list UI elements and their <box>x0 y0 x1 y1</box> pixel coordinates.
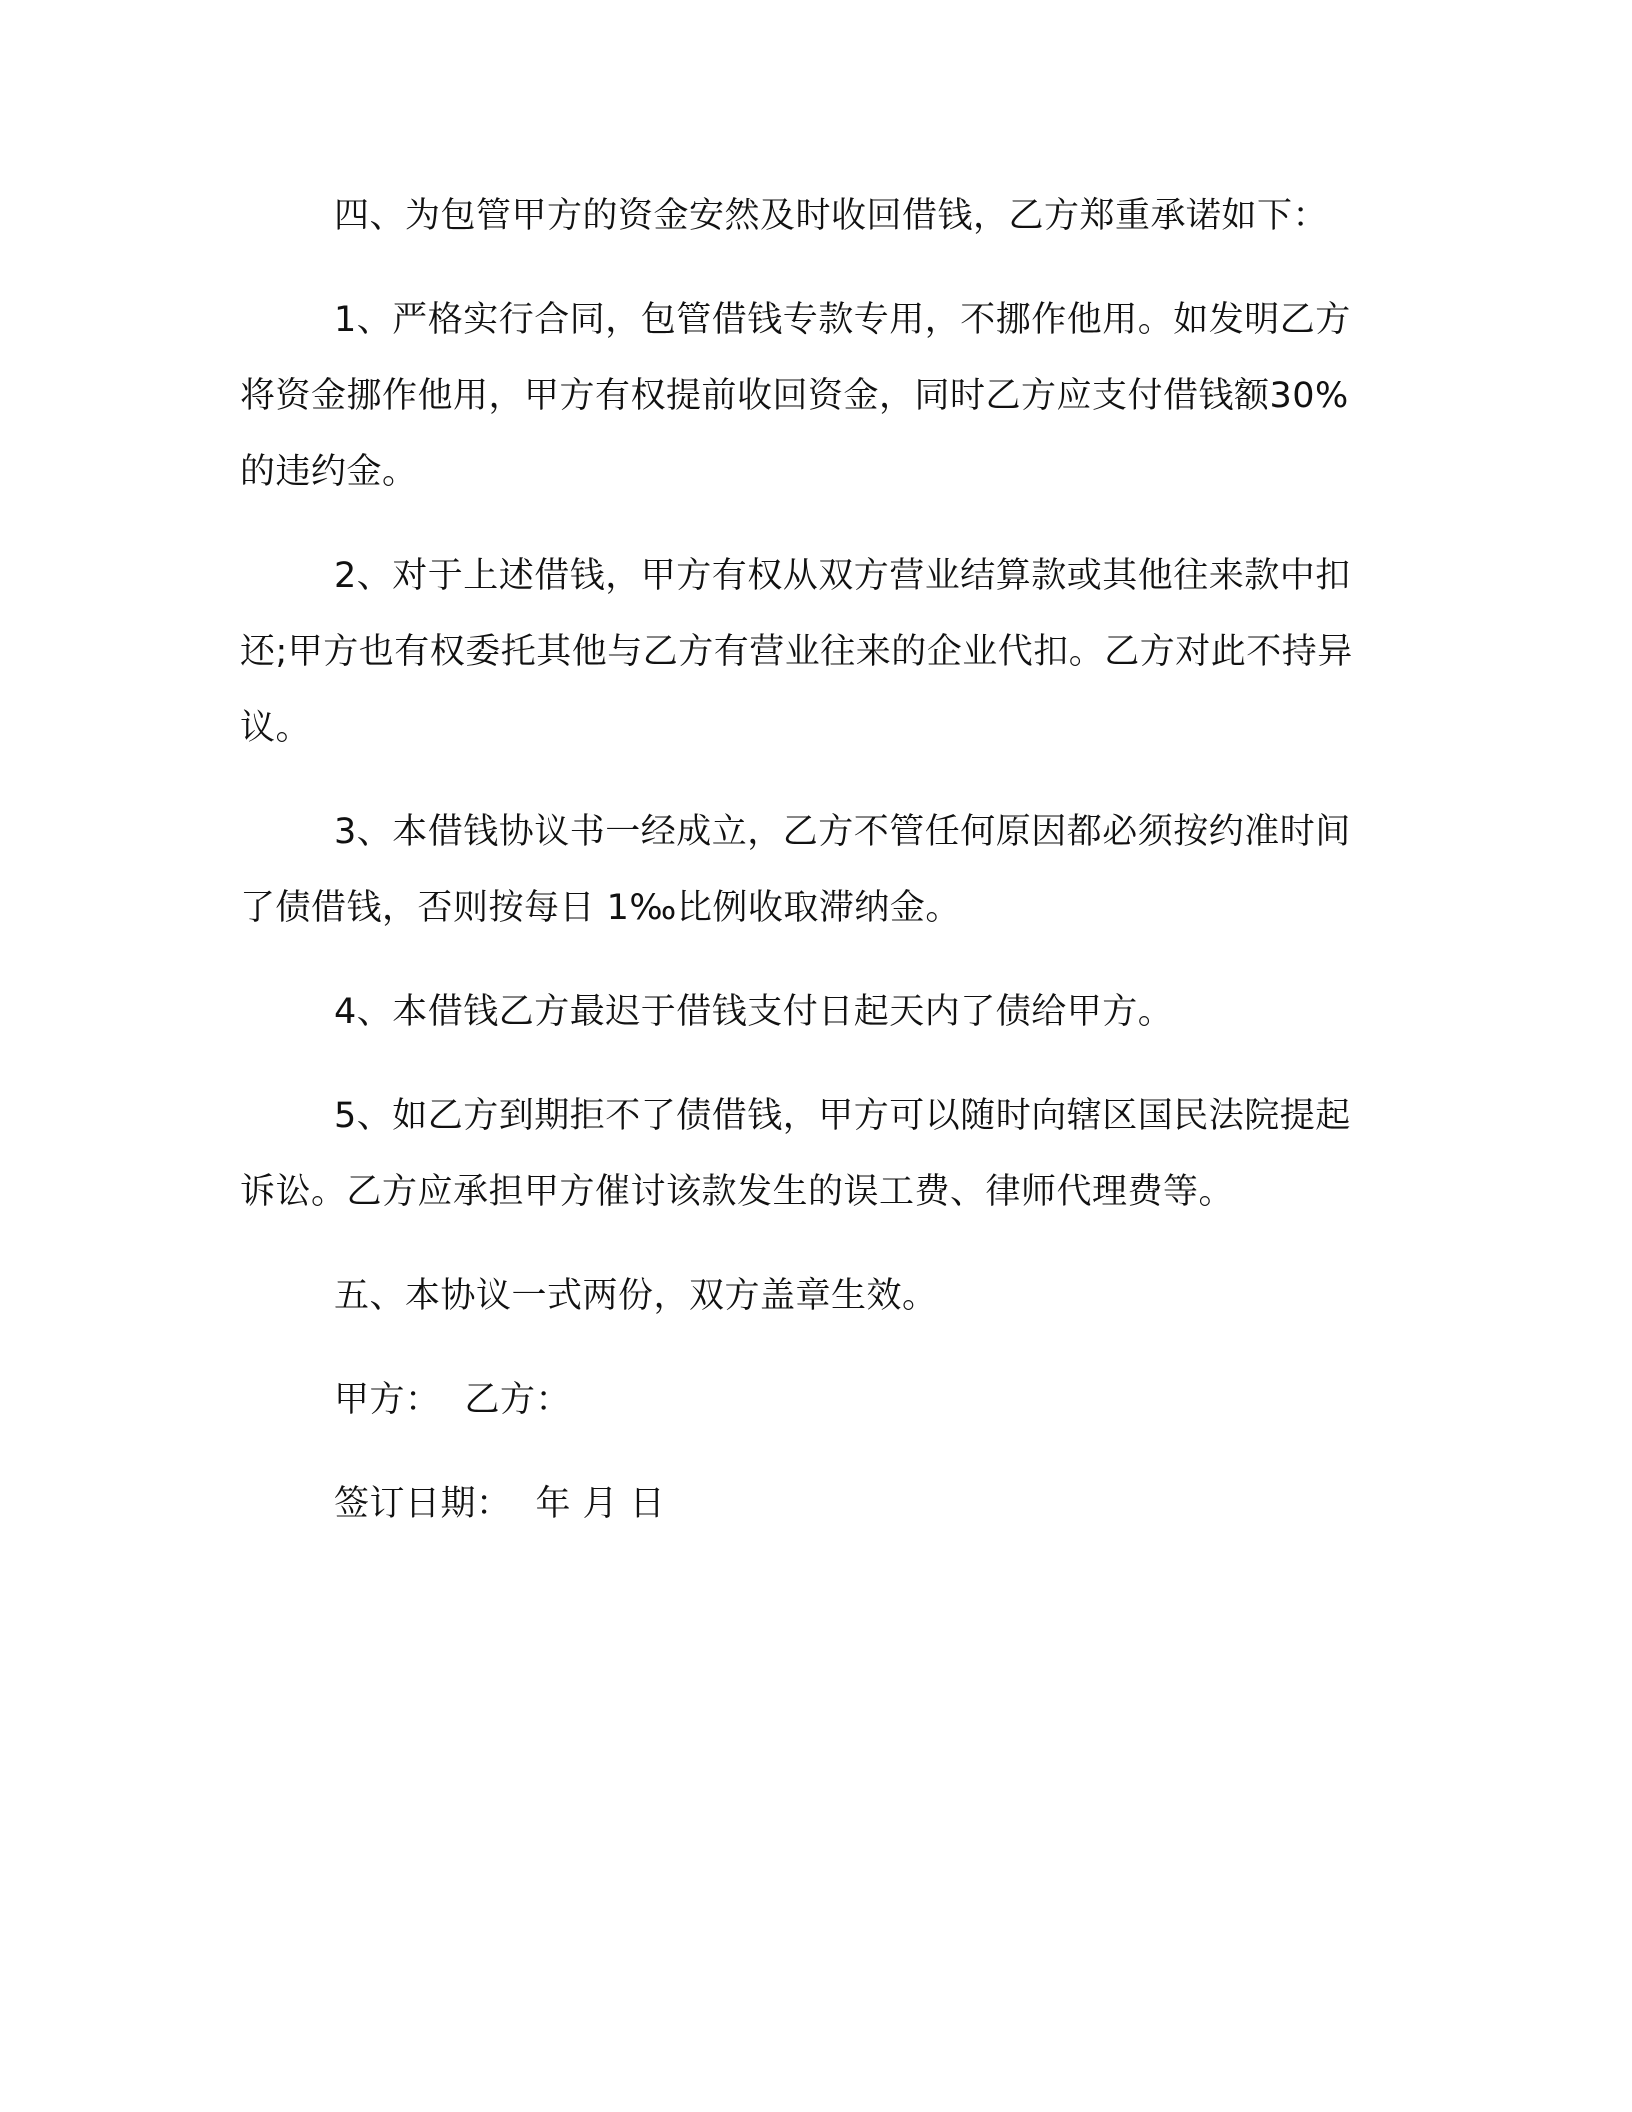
section-five: 五、本协议一式两份，双方盖章生效。 <box>334 1276 938 1316</box>
clause-5: 5、如乙方到期拒不了债借钱，甲方可以随时向辖区国民法院提起诉讼。乙方应承担甲方催讨该款发生的误工费、律师代理费等。 <box>240 1096 1351 1212</box>
party-b-label: 乙方： <box>464 1380 572 1420</box>
sign-date-label: 签订日期： <box>334 1484 512 1524</box>
sign-date-row <box>334 1466 665 1542</box>
section-four-heading: 四、为包管甲方的资金安然及时收回借钱，乙方郑重承诺如下： <box>334 196 1329 236</box>
party-a-label: 甲方： <box>334 1380 441 1420</box>
clause-1: 1、严格实行合同，包管借钱专款专用，不挪作他用。如发明乙方将资金挪作他用，甲方有权提前收回资金，同时乙方应支付借钱额30%的违约金。 <box>240 300 1351 492</box>
clause-2: 2、对于上述借钱，甲方有权从双方营业结算款或其他往来款中扣还;甲方也有权委托其他与乙方有营业往来的企业代扣。乙方对此不持异议。 <box>240 556 1353 748</box>
clause-4: 4、本借钱乙方最迟于借钱支付日起天内了债给甲方。 <box>334 992 1174 1032</box>
signature-parties <box>334 1362 571 1438</box>
sign-date-value: 年 月 日 <box>535 1484 666 1524</box>
clause-3: 3、本借钱协议书一经成立，乙方不管任何原因都必须按约准时间了债借钱，否则按每日 1‰比例收取滞纳金。 <box>240 812 1351 928</box>
